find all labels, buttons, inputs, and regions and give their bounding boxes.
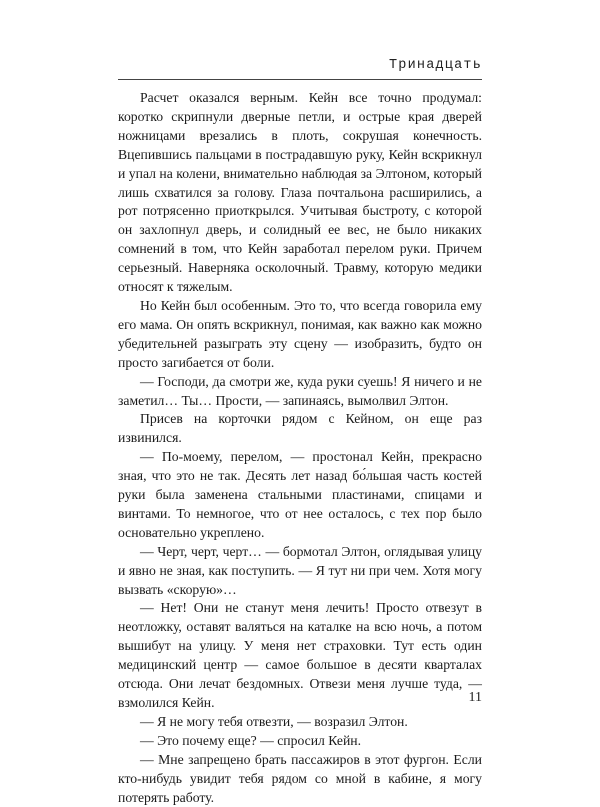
paragraph-3: — Господи, да смотри же, куда руки суешь! Я ничего и не заметил… Ты… Прости, — запинаясь, вымолвил Элтон.	[118, 373, 482, 408]
paragraph-10: — Мне запрещено брать пассажиров в этот фургон. Если кто-нибудь увидит тебя рядом со мной в кабине, я могу потерять работу.	[118, 751, 482, 805]
paragraph-1: Расчет оказался верным. Кейн все точно продумал: коротко скрипнули дверные петли, и острые края дверей ножницами врезались в плоть, сокрушая конечность. Вцепившись пальцами в пострадавшую руку, Кейн вскрикнул и упал на колени, внимательно наблюдая за Элтоном, который лишь схватился за голову. Глаза почтальона расширились, а рот потрясенно приоткрылся. Учитывая быстроту, с которой он захлопнул дверь, и солидный ее вес, не было никаких сомнений в том, что Кейн заработал перелом руки. Причем серьезный. Наверняка осколочный. Травму, которую медики относят к тяжелым.	[118, 90, 482, 295]
header-rule	[118, 79, 482, 80]
paragraph-5: — По-моему, перелом, — простонал Кейн, прекрасно зная, что это не так. Десять лет назад бо́льшая часть костей руки была заменена стальными пластинами, спицами и винтами. То немногое, что от нее осталось, с тех пор было основательно укреплено.	[118, 449, 482, 540]
paragraph-7: — Нет! Они не станут меня лечить! Просто отвезут в неотложку, оставят валяться на каталке на всю ночь, а потом вышибут на улицу. У меня нет страховки. Тут есть один медицинский центр — самое большое в десяти кварталах отсюда. Они лечат бездомных. Отвези меня лучше туда, — взмолился Кейн.	[118, 600, 482, 710]
running-head-chapter-title: Тринадцать	[388, 58, 482, 73]
paragraph-4: Присев на корточки рядом с Кейном, он еще раз извинился.	[118, 411, 482, 446]
paragraph-8: — Я не могу тебя отвезти, — возразил Элтон.	[140, 713, 408, 729]
text-block	[118, 89, 482, 807]
paragraph-6: — Черт, черт, черт… — бормотал Элтон, оглядывая улицу и явно не зная, как поступить. — Я тут ни при чем. Хотя могу вызвать «скорую»…	[118, 543, 482, 597]
page-number: 11	[468, 690, 482, 705]
paragraph-2: Но Кейн был особенным. Это то, что всегда говорила ему его мама. Он опять вскрикнул, понимая, как важно как можно убедительней разыграть эту сцену — изобразить, будто он просто загибается от боли.	[118, 297, 482, 370]
paragraph-9: — Это почему еще? — спросил Кейн.	[140, 732, 362, 748]
